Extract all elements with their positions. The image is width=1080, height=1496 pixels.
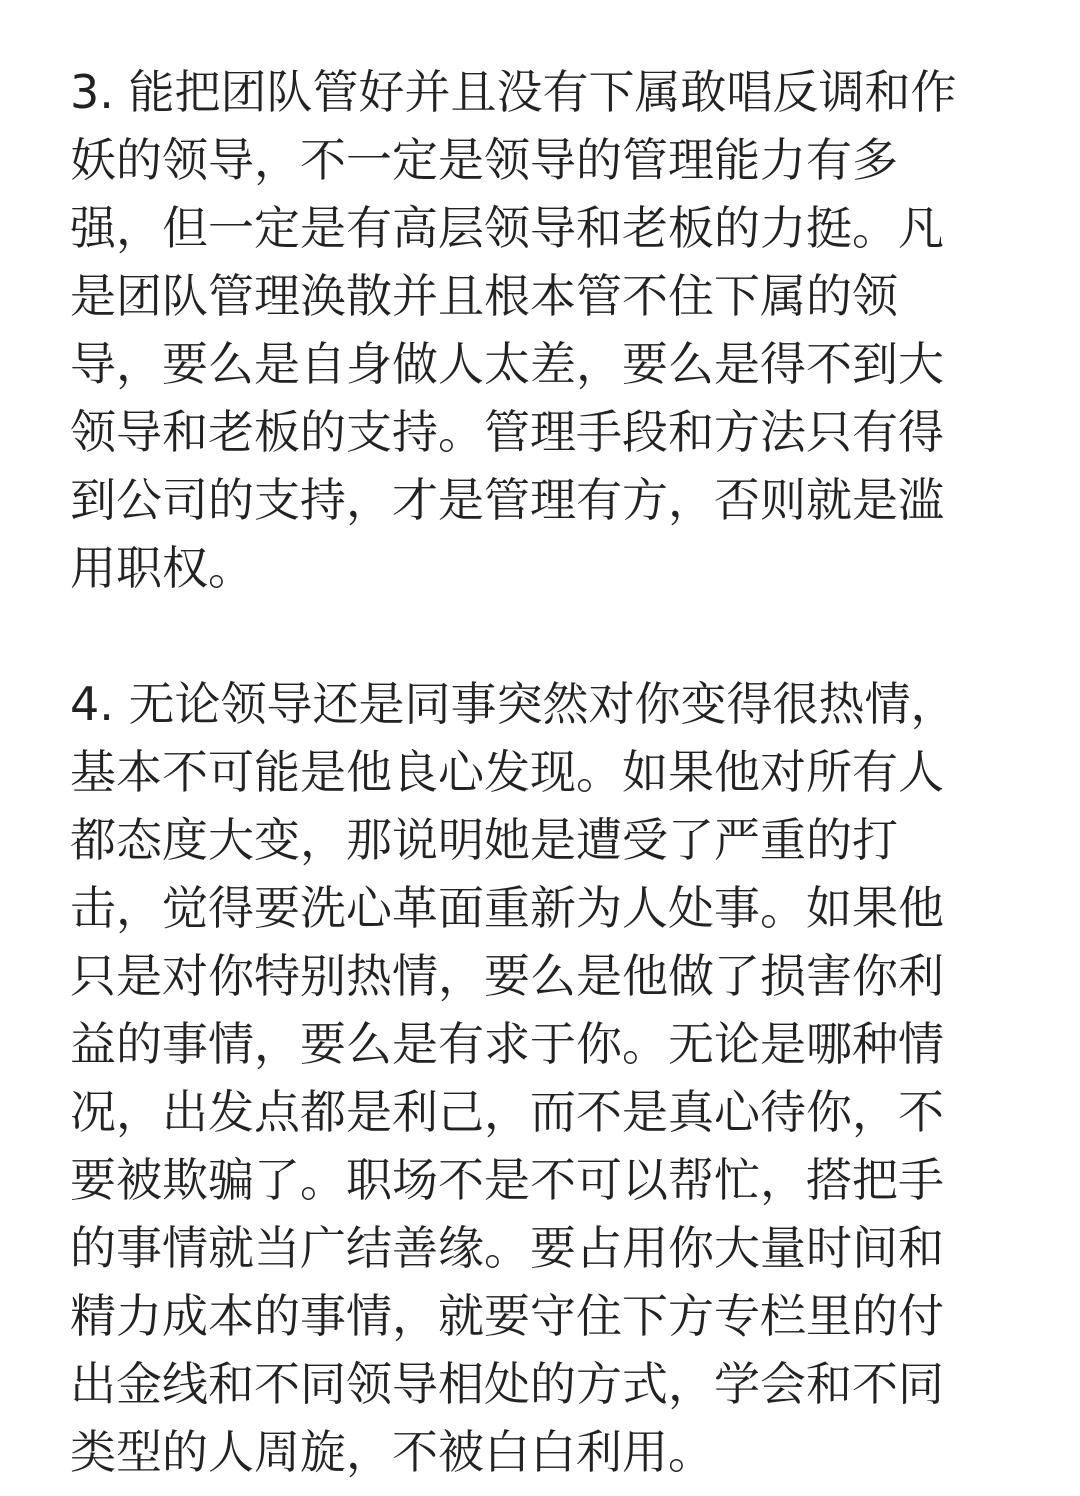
paragraph-line: 强，但一定是有高层领导和老板的力挺。凡 (70, 201, 944, 255)
paragraph-line: 领导和老板的支持。管理手段和方法只有得 (70, 405, 944, 459)
paragraph-spacer (70, 602, 990, 670)
paragraph-line: 都态度大变，那说明她是遭受了严重的打 (70, 813, 898, 867)
paragraph-line: 到公司的支持，才是管理有方，否则就是滥 (70, 473, 944, 527)
article-body (70, 58, 990, 1486)
paragraph-line: 导，要么是自身做人太差，要么是得不到大 (70, 337, 944, 391)
paragraph-line: 益的事情，要么是有求于你。无论是哪种情 (70, 1017, 944, 1071)
paragraph-line: 妖的领导，不一定是领导的管理能力有多 (70, 133, 898, 187)
paragraph-line: 击，觉得要洗心革面重新为人处事。如果他 (70, 881, 944, 935)
paragraph-line: 是团队管理涣散并且根本管不住下属的领 (70, 269, 898, 323)
paragraph-line: 3. 能把团队管好并且没有下属敢唱反调和作 (70, 65, 957, 119)
paragraph-line: 基本不可能是他良心发现。如果他对所有人 (70, 745, 944, 799)
paragraph-line: 要被欺骗了。职场不是不可以帮忙，搭把手 (70, 1153, 944, 1207)
paragraph-3 (70, 58, 990, 602)
paragraph-line: 用职权。 (70, 541, 254, 595)
paragraph-4 (70, 670, 990, 1486)
paragraph-line: 况，出发点都是利己，而不是真心待你，不 (70, 1085, 944, 1139)
paragraph-line: 的事情就当广结善缘。要占用你大量时间和 (70, 1221, 944, 1275)
paragraph-line: 只是对你特别热情，要么是他做了损害你利 (70, 949, 944, 1003)
paragraph-line: 类型的人周旋，不被白白利用。 (70, 1425, 714, 1479)
paragraph-line: 精力成本的事情，就要守住下方专栏里的付 (70, 1289, 944, 1343)
paragraph-line: 出金线和不同领导相处的方式，学会和不同 (70, 1357, 944, 1411)
paragraph-line: 4. 无论领导还是同事突然对你变得很热情， (70, 677, 957, 731)
